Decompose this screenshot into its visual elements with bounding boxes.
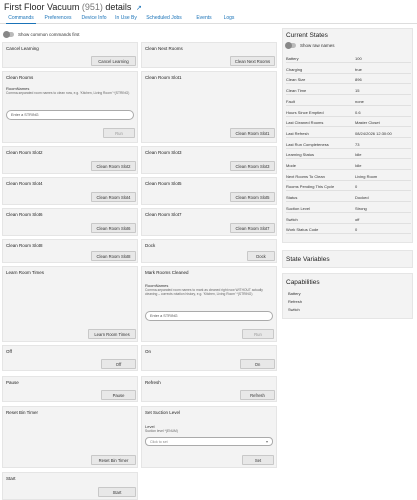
state-value: Idle [355,163,362,168]
state-row [286,55,411,63]
clean-room-slot6-button[interactable]: Clean Room Slot6 [91,223,136,233]
capability-item: Battery [288,291,301,296]
cmd-name: Start [6,476,16,481]
state-name: Clean Size [286,77,306,83]
tab-preferences[interactable]: Preferences [44,15,72,21]
state-variables-panel [282,250,413,268]
state-value: Strong [355,205,367,211]
state-name: Next Rooms To Clean [286,173,325,179]
cmd-card-clean-room-slot7 [141,208,277,236]
state-value: 100 [355,56,362,61]
mark-rooms-cleaned-run-button[interactable]: Run [242,329,274,339]
tab-in-use-by[interactable]: In Use By [115,15,137,21]
cmd-card-clean-room-slot3 [141,146,277,174]
state-name: Suction Level [286,205,311,211]
cmd-name: Clean Next Rooms [145,46,183,51]
cmd-card-clean-next-rooms [141,42,277,68]
state-value: true [355,66,362,72]
state-name: Mode [286,163,297,168]
cmd-card-clean-room-slot5 [141,177,277,205]
external-link-icon[interactable]: ↗ [135,5,142,12]
state-value: 896 [355,77,362,83]
tab-bar [0,14,417,24]
clean-room-slot4-button[interactable]: Clean Room Slot4 [91,192,136,202]
raw-names-toggle[interactable] [286,43,296,48]
state-row [286,119,411,127]
tab-logs[interactable]: Logs [223,15,235,21]
current-states-panel [282,28,413,243]
clean-room-slot8-button[interactable]: Clean Room Slot8 [91,251,136,261]
state-row [286,66,411,74]
capabilities-panel [282,273,413,319]
off-button[interactable]: Off [101,359,136,369]
cmd-card-clean-room-slot8 [2,239,138,263]
common-commands-toggle[interactable] [4,32,14,37]
reset-bin-timer-button[interactable]: Reset Bin Timer [91,455,136,465]
dock-button[interactable]: Dock [247,251,275,261]
state-name: Hours Since Emptied [286,109,324,115]
cmd-card-reset-bin-timer [2,406,138,468]
state-value: 15 [355,88,360,94]
cmd-card-refresh [141,376,277,402]
cmd-name: Clean Rooms [6,75,34,80]
cmd-name: Clean Room Slot7 [145,212,182,217]
clean-room-slot5-button[interactable]: Clean Room Slot5 [230,192,275,202]
cmd-card-cancel-learning [2,42,138,68]
clean-rooms-run-button[interactable]: Run [103,128,135,138]
cmd-card-mark-rooms-cleaned [141,266,277,342]
state-row [286,173,411,181]
state-value: Master Closet [355,120,380,126]
tab-scheduled-jobs[interactable]: Scheduled Jobs [146,15,182,21]
cmd-card-off [2,345,138,371]
device-name: First Floor Vacuum [4,2,80,12]
capabilities-title: Capabilities [286,279,320,286]
state-row [286,76,411,84]
state-name: Battery [286,56,299,61]
state-name: Last Run Completeness [286,141,329,147]
cmd-name: Reset Bin Timer [6,410,39,415]
mark-room-names-input[interactable]: Enter a STRING [145,311,273,321]
cmd-name: Clean Room Slot6 [6,212,43,217]
cmd-card-clean-room-slot4 [2,177,138,205]
raw-names-label: Show raw names [300,43,335,48]
common-commands-label: Show common commands first [18,31,80,37]
param-label: Level [145,424,155,429]
set-suction-level-button[interactable]: Set [242,455,274,465]
select-placeholder: Click to set [150,440,168,444]
capability-item: Switch [288,307,300,312]
state-row [286,183,411,191]
on-button[interactable]: On [240,359,275,369]
cmd-name: Off [6,349,12,354]
clean-next-rooms-button[interactable]: Clean Next Rooms [230,56,275,66]
clean-room-slot1-button[interactable]: Clean Room Slot1 [230,128,275,138]
cmd-card-clean-room-slot6 [2,208,138,236]
suction-level-select[interactable] [145,437,273,446]
cmd-card-clean-room-slot1 [141,71,277,143]
cmd-name: Clean Room Slot2 [6,150,43,155]
state-name: Clean Time [286,88,307,94]
clean-room-slot3-button[interactable]: Clean Room Slot3 [230,161,275,171]
state-value: Idle [355,152,362,158]
state-value: Living Room [355,173,378,179]
chevron-down-icon: ▾ [265,439,268,444]
state-name: Learning Status [286,152,315,158]
device-id: (951) [81,2,103,12]
state-value: 0.6 [355,109,361,115]
state-value: Docked [355,195,369,201]
param-label: RoomNames [145,283,169,288]
room-names-input[interactable]: Enter a STRING [6,110,134,120]
state-row [286,205,411,213]
state-name: Status [286,195,298,201]
cmd-name: Dock [145,243,156,248]
state-variables-title: State Variables [286,256,330,263]
start-button[interactable]: Start [98,487,136,497]
state-row [286,151,411,159]
tab-events[interactable]: Events [196,15,212,21]
raw-names-toggle-row [286,43,335,48]
cmd-name: Refresh [145,380,161,385]
cmd-card-clean-room-slot2 [2,146,138,174]
state-row [286,98,411,106]
page-title [4,2,142,12]
current-states-title: Current States [286,32,328,39]
cmd-name: Clean Room Slot1 [145,75,182,80]
state-value: 0 [355,184,358,190]
cmd-name: Clean Room Slot5 [145,181,182,186]
tab-device-info[interactable]: Device Info [81,15,107,21]
refresh-button[interactable]: Refresh [240,390,275,400]
cmd-card-pause [2,376,138,402]
cmd-card-learn-room-times [2,266,138,342]
state-name: Work Status Code [286,227,319,233]
param-help: Suction level *(ENUM) [145,429,178,433]
param-help: Comma-separated room names to clean now, e.g. 'Kitchen, Living Room' *(STRING) [6,91,130,95]
state-name: Switch [286,216,298,222]
state-row [286,194,411,202]
cmd-name: Clean Room Slot4 [6,181,43,186]
learn-room-times-button[interactable]: Learn Room Times [88,329,136,339]
capability-item: Refresh [288,299,303,304]
state-value: 0 [355,227,358,233]
state-row [286,216,411,224]
state-name: Last Cleaned Rooms [286,120,324,126]
state-row [286,109,411,117]
state-row [286,87,411,95]
cmd-name: Clean Room Slot8 [6,243,43,248]
cmd-card-clean-rooms [2,71,138,143]
state-row [286,226,411,234]
cmd-card-on [141,345,277,371]
cmd-card-set-suction-level [141,406,277,468]
tab-commands[interactable]: Commands [6,14,36,24]
pause-button[interactable]: Pause [101,390,136,400]
state-name: Fault [286,98,295,104]
clean-room-slot7-button[interactable]: Clean Room Slot7 [230,223,275,233]
state-name: Last Refresh [286,130,309,136]
cmd-name: Set Suction Level [145,410,181,415]
state-row [286,130,411,138]
state-row [286,141,411,149]
cmd-card-start [2,472,138,500]
param-help: Comma-separated room names to mark as cleaned right now WITHOUT actually cleaning – corrects rotation history, e.g. 'Kitchen, Living Room' *(STRING) [145,288,263,296]
cmd-card-dock [141,239,277,263]
state-value: none [355,98,364,104]
state-name: Charging [286,66,303,72]
state-value: off [355,216,360,222]
cmd-name: Clean Room Slot3 [145,150,182,155]
param-label: RoomNames [6,86,30,91]
cmd-name: On [145,349,152,354]
cmd-name: Cancel Learning [6,46,39,51]
cmd-name: Pause [6,380,19,385]
common-commands-toggle-row [4,30,80,38]
cmd-name: Learn Room Times [6,270,45,275]
cmd-name: Mark Rooms Cleaned [145,270,189,275]
title-suffix: details [105,2,132,12]
state-value: 73 [355,141,360,147]
cancel-learning-button[interactable]: Cancel Learning [91,56,136,66]
clean-room-slot2-button[interactable]: Clean Room Slot2 [91,161,136,171]
state-value: 08/24/2026 12:30:00 [355,130,392,136]
state-row [286,162,411,170]
state-name: Rooms Pending This Cycle [286,184,335,190]
